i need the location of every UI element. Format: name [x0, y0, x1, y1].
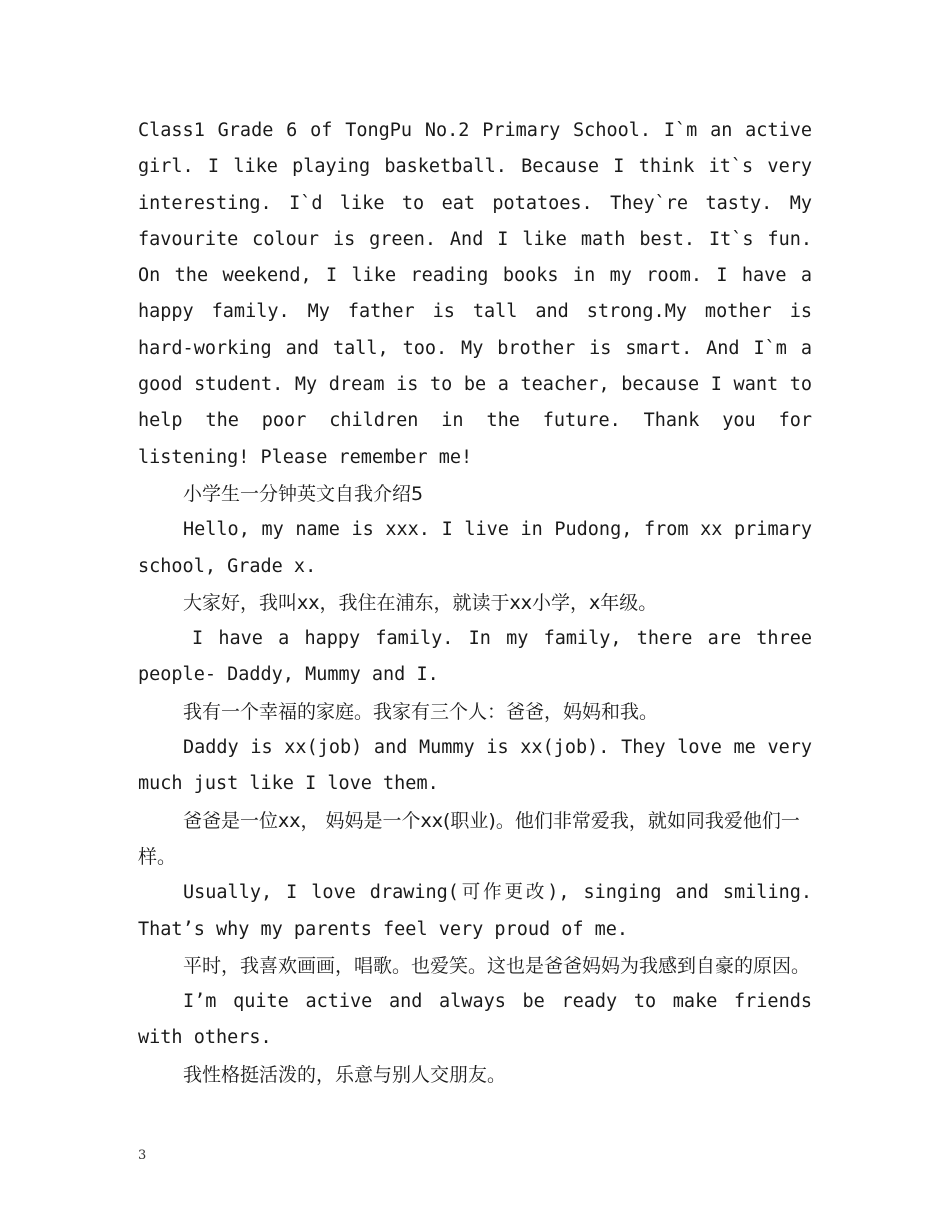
- paragraph-zh-4: 平时，我喜欢画画，唱歌。也爱笑。这也是爸爸妈妈为我感到自豪的原因。: [183, 954, 811, 977]
- paragraph-en-4: Usually, I love drawing(可作更改), singing and smiling. That’s why my parents feel very proud of me.: [138, 882, 812, 940]
- paragraph-en-1: Hello, my name is xxx. I live in Pudong, from xx primary school, Grade x.: [138, 519, 812, 577]
- paragraph-intro-continued: Class1 Grade 6 of TongPu No.2 Primary School. I`m an active girl. I like playing basketball. Because I think it`s very interesting. I`d like to eat potatoes. They`re tasty. My favourite colour is green. And I like math best. It`s fun. On the weekend, I like reading books in my room. I have a happy family. My father is tall and strong.My mother is hard-working and tall, too. My brother is smart. And I`m a good student. My dream is to be a teacher, because I want to help the poor children in the future. Thank you for listening! Please remember me!: [138, 120, 812, 468]
- section-heading: 小学生一分钟英文自我介绍5: [183, 482, 424, 505]
- paragraph-zh-5: 我性格挺活泼的，乐意与别人交朋友。: [183, 1063, 507, 1086]
- paragraph-en-5: I’m quite active and always be ready to make friends with others.: [138, 991, 812, 1049]
- page-number: 3: [138, 1148, 147, 1163]
- paragraph-zh-3: 爸爸是一位xx， 妈妈是一个xx(职业)。他们非常爱我，就如同我爱他们一样。: [138, 809, 800, 868]
- paragraph-en-3: Daddy is xx(job) and Mummy is xx(job). They love me very much just like I love them.: [138, 737, 812, 795]
- document-body: [138, 113, 812, 1093]
- paragraph-zh-2: 我有一个幸福的家庭。我家有三个人：爸爸，妈妈和我。: [183, 700, 659, 723]
- paragraph-zh-1: 大家好，我叫xx，我住在浦东，就读于xx小学，x年级。: [183, 591, 658, 614]
- paragraph-en-2: I have a happy family. In my family, there are three people- Daddy, Mummy and I.: [138, 628, 812, 686]
